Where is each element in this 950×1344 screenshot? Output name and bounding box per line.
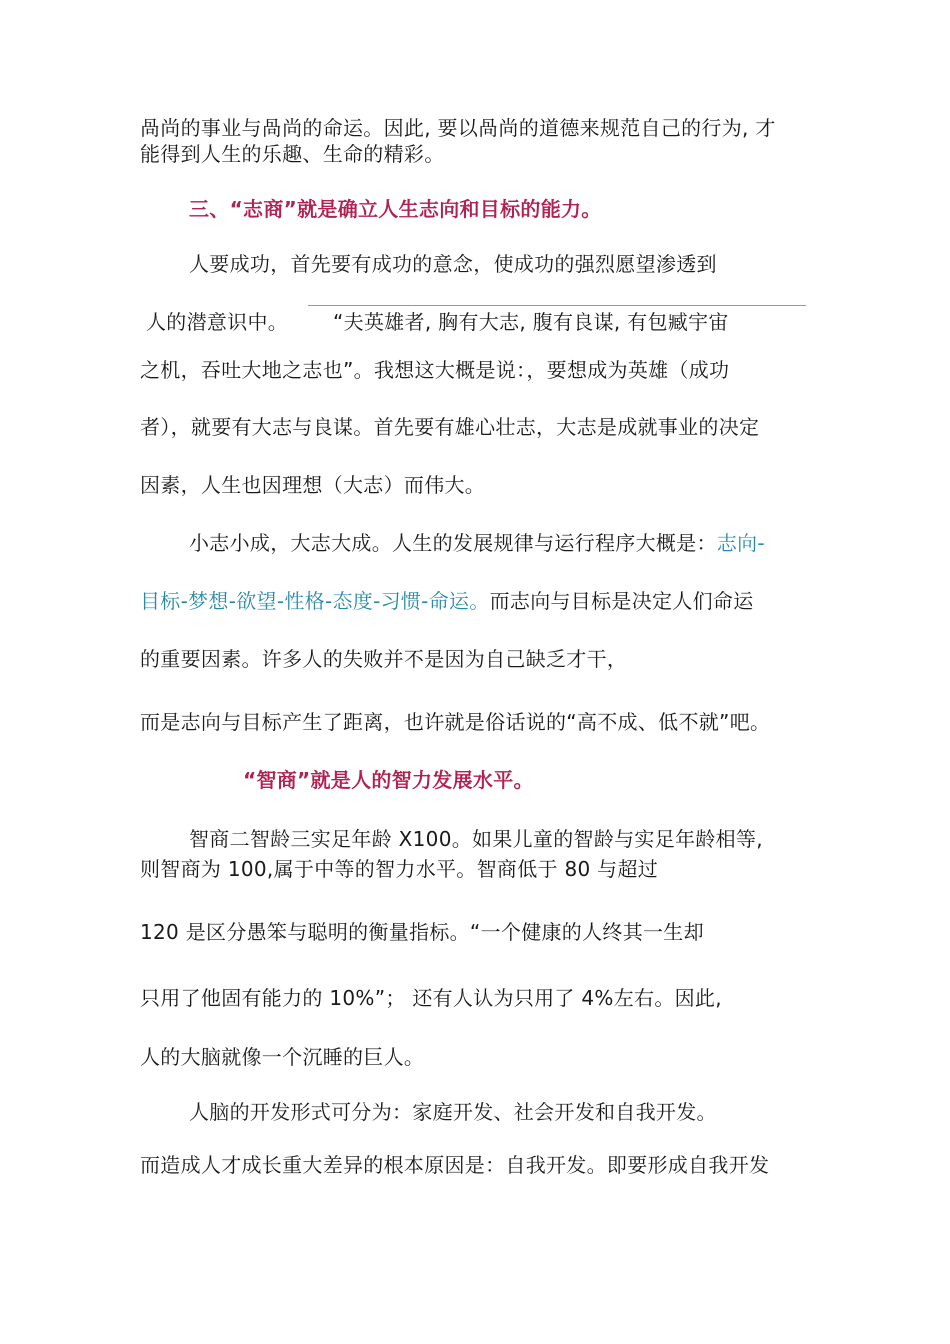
text-line: 能得到人生的乐趣、生命的精彩。 [140, 142, 445, 166]
text-line: 120 是区分愚笨与聪明的衡量指标。“一个健康的人终其一生却 [140, 920, 704, 944]
highlight-sequence: 目标-梦想-欲望-性格-态度-习惯-命运。 [140, 589, 490, 613]
text-line: 者），就要有大志与良谋。首先要有雄心壮志，大志是成就事业的决定 [140, 415, 760, 439]
text-line: 只用了他固有能力的 10%”； 还有人认为只用了 4%左右。因此, [140, 986, 722, 1010]
quote-line: “夫英雄者, 胸有大志, 腹有良谋, 有包臧宇宙 [333, 310, 729, 334]
text-line: 则智商为 100,属于中等的智力水平。智商低于 80 与超过 [140, 857, 659, 881]
section-heading-zhishang: 三、“志商”就是确立人生志向和目标的能力。 [189, 197, 602, 221]
text-line [140, 586, 754, 616]
text-line: 人的潜意识中。 [146, 310, 289, 334]
text-line: 之机，吞吐大地之志也”。我想这大概是说：，要想成为英雄（成功 [140, 358, 730, 382]
horizontal-rule [308, 305, 806, 306]
text-line: 因素，人生也因理想（大志）而伟大。 [140, 473, 486, 497]
text-line: 人脑的开发形式可分为：家庭开发、社会开发和自我开发。 [189, 1100, 717, 1124]
section-heading-zhishang-iq: “智商”就是人的智力发展水平。 [243, 768, 534, 792]
text-line: 的重要因素。许多人的失败并不是因为自己缺乏才干， [140, 647, 628, 671]
text-line: 人的大脑就像一个沉睡的巨人。 [140, 1045, 425, 1069]
text-line: 而是志向与目标产生了距离，也许就是俗话说的“高不成、低不就”吧。 [140, 710, 771, 734]
text-line [189, 528, 765, 558]
text-segment: 小志小成，大志大成。人生的发展规律与运行程序大概是： [189, 531, 717, 555]
text-line: 咼尚的事业与咼尚的命运。因此, 要以咼尚的道德来规范自己的行为, 才 [140, 116, 776, 140]
text-line: 而造成人才成长重大差异的根本原因是：自我开发。即要形成自我开发 [140, 1153, 770, 1177]
text-line: 智商二智龄三实足年龄 X100。如果儿童的智龄与实足年龄相等, [189, 827, 763, 851]
highlight-sequence: 志向- [716, 531, 765, 555]
text-segment: 而志向与目标是决定人们命运 [489, 589, 754, 613]
text-line: 人要成功，首先要有成功的意念，使成功的强烈愿望渗透到 [189, 252, 717, 276]
